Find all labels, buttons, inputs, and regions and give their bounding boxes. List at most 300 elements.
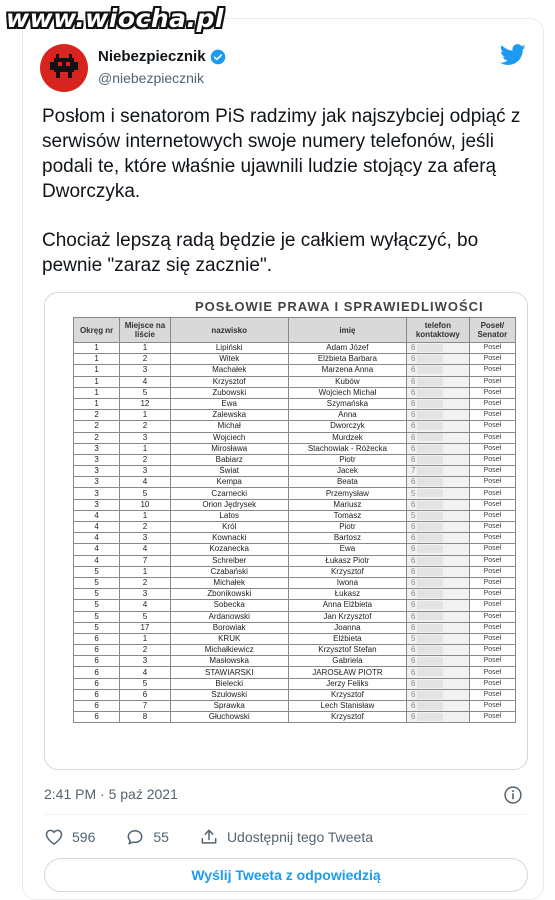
phone-prefix: 6 [411, 701, 416, 711]
cell-surname: Ewa [170, 398, 288, 409]
cell-surname: Kownacki [170, 533, 288, 544]
cell-role: Poseł [469, 544, 515, 555]
cell-surname: Zubowski [170, 387, 288, 398]
cell-surname: Michałkiewicz [170, 645, 288, 656]
cell-phone [407, 622, 470, 633]
verified-badge-icon [210, 49, 226, 65]
cell-phone [407, 633, 470, 644]
cell-role: Poseł [469, 678, 515, 689]
cell-list-position: 4 [120, 376, 170, 387]
cell-list-position: 1 [120, 633, 170, 644]
cell-first-name: Łukasz Piotr [288, 555, 406, 566]
table-row [74, 645, 516, 656]
cell-list-position: 3 [120, 589, 170, 600]
cell-first-name: Elżbieta Barbara [288, 354, 406, 365]
cell-surname: Machałek [170, 365, 288, 376]
phone-prefix: 6 [411, 432, 416, 442]
phone-prefix: 6 [411, 712, 416, 722]
cell-surname: Wojciech [170, 432, 288, 443]
cell-role: Poseł [469, 432, 515, 443]
redacted-number [417, 355, 443, 363]
redacted-number [417, 668, 443, 676]
cell-district: 6 [74, 701, 120, 712]
cell-district: 5 [74, 611, 120, 622]
cell-phone [407, 656, 470, 667]
cell-district: 4 [74, 544, 120, 555]
redacted-number [417, 366, 443, 374]
cell-role: Poseł [469, 510, 515, 521]
cell-phone [407, 365, 470, 376]
cell-surname: Sobecka [170, 600, 288, 611]
reply-action[interactable] [125, 827, 169, 847]
cell-role: Poseł [469, 454, 515, 465]
phone-prefix: 6 [411, 622, 416, 632]
redacted-number [417, 378, 443, 386]
cell-list-position: 2 [120, 421, 170, 432]
cell-first-name: Dworczyk [288, 421, 406, 432]
cell-role: Poseł [469, 443, 515, 454]
phone-prefix: 6 [411, 678, 416, 688]
redacted-number [417, 445, 443, 453]
cell-role: Poseł [469, 533, 515, 544]
cell-role: Poseł [469, 589, 515, 600]
author-handle[interactable]: @niebezpiecznik [98, 70, 205, 86]
redacted-number [417, 523, 443, 531]
redacted-number [417, 411, 443, 419]
tweet-paragraph-2: Chociaż lepszą radą będzie je całkiem wyłączyć, bo pewnie "zaraz się zacznie". [42, 230, 479, 276]
cell-surname: Michał [170, 421, 288, 432]
cell-surname: Bielecki [170, 678, 288, 689]
phone-prefix: 6 [411, 343, 416, 353]
phone-prefix: 6 [411, 410, 416, 420]
site-watermark: www.wiocha.pl [6, 4, 224, 33]
cell-district: 3 [74, 454, 120, 465]
cell-role: Poseł [469, 712, 515, 723]
cell-surname: Schreiber [170, 555, 288, 566]
cell-surname: Król [170, 522, 288, 533]
cell-list-position: 5 [120, 611, 170, 622]
cell-surname: KRUK [170, 633, 288, 644]
cell-role: Poseł [469, 667, 515, 678]
cell-phone [407, 398, 470, 409]
tweet-media-image[interactable] [44, 292, 528, 770]
table-row [74, 488, 516, 499]
table-row [74, 421, 516, 432]
cell-first-name: Ewa [288, 544, 406, 555]
like-button[interactable] [44, 827, 95, 847]
cell-list-position: 2 [120, 577, 170, 588]
header-phone: telefon kontaktowy [407, 318, 470, 343]
phone-prefix: 6 [411, 399, 416, 409]
cell-district: 3 [74, 466, 120, 477]
cell-surname: Zbonikowski [170, 589, 288, 600]
cell-surname: Michałek [170, 577, 288, 588]
table-row [74, 712, 516, 723]
cell-first-name: Łukasz [288, 589, 406, 600]
cell-district: 3 [74, 488, 120, 499]
cell-surname: Czarnecki [170, 488, 288, 499]
redacted-number [417, 456, 443, 464]
speech-bubble-icon [125, 827, 145, 847]
cell-role: Poseł [469, 611, 515, 622]
cell-surname: Głuchowski [170, 712, 288, 723]
cell-role: Poseł [469, 577, 515, 588]
redacted-number [417, 612, 443, 620]
cell-list-position: 3 [120, 656, 170, 667]
phone-prefix: 6 [411, 387, 416, 397]
cell-district: 2 [74, 410, 120, 421]
redacted-number [417, 601, 443, 609]
cell-first-name: Stachowiak - Różecka [288, 443, 406, 454]
phone-prefix: 6 [411, 645, 416, 655]
cell-first-name: Iwona [288, 577, 406, 588]
redacted-number [417, 489, 443, 497]
cell-phone [407, 443, 470, 454]
table-row [74, 432, 516, 443]
redacted-number [417, 344, 443, 352]
tweet-actions [44, 826, 403, 848]
table-row [74, 454, 516, 465]
phone-prefix: 6 [411, 611, 416, 621]
table-row [74, 544, 516, 555]
cell-surname: Świat [170, 466, 288, 477]
phone-prefix: 6 [411, 477, 416, 487]
redacted-number [417, 657, 443, 665]
cell-phone [407, 376, 470, 387]
cell-phone [407, 387, 470, 398]
cell-surname: Babiarz [170, 454, 288, 465]
cell-first-name: Kubów [288, 376, 406, 387]
cell-list-position: 8 [120, 712, 170, 723]
redacted-number [417, 702, 443, 710]
header-role: Poseł/ Senator [469, 318, 515, 343]
cell-first-name: Piotr [288, 454, 406, 465]
cell-first-name: Elżbieta [288, 633, 406, 644]
cell-list-position: 1 [120, 566, 170, 577]
cell-first-name: Szymańska [288, 398, 406, 409]
cell-district: 4 [74, 522, 120, 533]
cell-list-position: 4 [120, 477, 170, 488]
cell-district: 5 [74, 589, 120, 600]
table-row [74, 555, 516, 566]
cell-role: Poseł [469, 365, 515, 376]
cell-list-position: 3 [120, 466, 170, 477]
cell-phone [407, 354, 470, 365]
cell-list-position: 6 [120, 689, 170, 700]
cell-phone [407, 689, 470, 700]
phone-prefix: 6 [411, 667, 416, 677]
cell-district: 3 [74, 477, 120, 488]
phone-prefix: 6 [411, 365, 416, 375]
cell-role: Poseł [469, 466, 515, 477]
cell-phone [407, 600, 470, 611]
cell-phone [407, 510, 470, 521]
cell-list-position: 12 [120, 398, 170, 409]
cell-district: 1 [74, 398, 120, 409]
phone-prefix: 6 [411, 376, 416, 386]
table-row [74, 477, 516, 488]
cell-phone [407, 577, 470, 588]
cell-phone [407, 499, 470, 510]
cell-first-name: JAROSŁAW PIOTR [288, 667, 406, 678]
cell-district: 6 [74, 633, 120, 644]
cell-first-name: Anna Elżbieta [288, 600, 406, 611]
phone-prefix: 6 [411, 656, 416, 666]
phone-prefix: 6 [411, 589, 416, 599]
table-body [74, 343, 516, 723]
redacted-number [417, 534, 443, 542]
phone-prefix: 6 [411, 566, 416, 576]
cell-phone [407, 712, 470, 723]
cell-role: Poseł [469, 499, 515, 510]
cell-first-name: Jacek [288, 466, 406, 477]
cell-first-name: Krzysztof Stefan [288, 645, 406, 656]
avatar[interactable] [40, 44, 88, 92]
cell-first-name: Krzysztof [288, 566, 406, 577]
table-row [74, 589, 516, 600]
cell-role: Poseł [469, 410, 515, 421]
cell-first-name: Tomasz [288, 510, 406, 521]
cell-first-name: Piotr [288, 522, 406, 533]
cell-surname: Czabański [170, 566, 288, 577]
cell-surname: Orion Jędrysek [170, 499, 288, 510]
cell-district: 2 [74, 432, 120, 443]
members-table [73, 317, 516, 723]
cell-first-name: Gabriela [288, 656, 406, 667]
phone-prefix: 6 [411, 544, 416, 554]
cell-list-position: 3 [120, 533, 170, 544]
cell-list-position: 5 [120, 488, 170, 499]
table-row [74, 398, 516, 409]
cell-list-position: 2 [120, 522, 170, 533]
table-row [74, 522, 516, 533]
table-row [74, 701, 516, 712]
cell-district: 4 [74, 555, 120, 566]
cell-role: Poseł [469, 421, 515, 432]
cell-first-name: Adam Józef [288, 343, 406, 354]
cell-first-name: Lech Stanisław [288, 701, 406, 712]
cell-district: 6 [74, 667, 120, 678]
cell-role: Poseł [469, 477, 515, 488]
cell-district: 1 [74, 376, 120, 387]
cell-first-name: Jerzy Feliks [288, 678, 406, 689]
cell-surname: Mirosława [170, 443, 288, 454]
cell-list-position: 1 [120, 510, 170, 521]
cell-surname: Witek [170, 354, 288, 365]
cell-first-name: Wojciech Michał [288, 387, 406, 398]
like-count: 596 [72, 829, 96, 845]
redacted-number [417, 691, 443, 699]
table-row [74, 533, 516, 544]
cell-first-name: Krzysztof [288, 689, 406, 700]
cell-surname: Krzysztof [170, 376, 288, 387]
cell-list-position: 10 [120, 499, 170, 510]
cell-phone [407, 410, 470, 421]
share-icon [199, 827, 219, 847]
cell-district: 1 [74, 387, 120, 398]
cell-role: Poseł [469, 656, 515, 667]
table-row [74, 376, 516, 387]
tweet-timestamp[interactable]: 2:41 PM · 5 paź 2021 [44, 786, 178, 802]
table-row [74, 678, 516, 689]
cell-district: 4 [74, 533, 120, 544]
phone-prefix: 5 [411, 633, 416, 643]
cell-phone [407, 454, 470, 465]
cell-list-position: 3 [120, 432, 170, 443]
cell-district: 3 [74, 499, 120, 510]
cell-phone [407, 343, 470, 354]
redacted-number [417, 512, 443, 520]
phone-prefix: 7 [411, 466, 416, 476]
author-name[interactable]: Niebezpiecznik [98, 48, 206, 65]
redacted-number [417, 590, 443, 598]
cell-phone [407, 667, 470, 678]
table-row [74, 443, 516, 454]
redacted-number [417, 501, 443, 509]
cell-surname: Szulowski [170, 689, 288, 700]
cell-district: 6 [74, 712, 120, 723]
cell-phone [407, 477, 470, 488]
cell-district: 6 [74, 689, 120, 700]
cell-first-name: Krzysztof [288, 712, 406, 723]
reply-tweet-button[interactable]: Wyślij Tweeta z odpowiedzią [44, 858, 528, 892]
cell-list-position: 5 [120, 678, 170, 689]
redacted-number [417, 680, 443, 688]
table-row [74, 466, 516, 477]
phone-prefix: 5 [411, 488, 416, 498]
phone-prefix: 6 [411, 499, 416, 509]
phone-prefix: 6 [411, 689, 416, 699]
cell-role: Poseł [469, 354, 515, 365]
redacted-number [417, 635, 443, 643]
cell-list-position: 1 [120, 343, 170, 354]
header-district: Okręg nr [74, 318, 120, 343]
cell-list-position: 7 [120, 555, 170, 566]
header-first-name: imię [288, 318, 406, 343]
table-row [74, 566, 516, 577]
table-row [74, 365, 516, 376]
cell-role: Poseł [469, 645, 515, 656]
cell-first-name: Mariusz [288, 499, 406, 510]
table-row [74, 656, 516, 667]
redacted-number [417, 557, 443, 565]
cell-district: 6 [74, 656, 120, 667]
cell-role: Poseł [469, 600, 515, 611]
cell-first-name: Bartosz [288, 533, 406, 544]
cell-phone [407, 432, 470, 443]
cell-district: 3 [74, 443, 120, 454]
cell-surname: Kempa [170, 477, 288, 488]
table-header-row [74, 318, 516, 343]
table-row [74, 633, 516, 644]
table-row [74, 343, 516, 354]
cell-role: Poseł [469, 633, 515, 644]
cell-role: Poseł [469, 689, 515, 700]
table-row [74, 354, 516, 365]
cell-phone [407, 522, 470, 533]
redacted-number [417, 568, 443, 576]
redacted-number [417, 389, 443, 397]
divider [44, 814, 526, 815]
cell-role: Poseł [469, 387, 515, 398]
author-name-row[interactable] [98, 48, 226, 65]
cell-district: 1 [74, 343, 120, 354]
cell-first-name: Beata [288, 477, 406, 488]
info-icon[interactable] [503, 785, 523, 805]
cell-role: Poseł [469, 522, 515, 533]
cell-district: 2 [74, 421, 120, 432]
cell-list-position: 2 [120, 454, 170, 465]
share-label: Udostępnij tego Tweeta [226, 829, 374, 845]
redacted-number [417, 624, 443, 632]
cell-district: 1 [74, 365, 120, 376]
cell-list-position: 3 [120, 365, 170, 376]
cell-phone [407, 421, 470, 432]
cell-role: Poseł [469, 566, 515, 577]
table-row [74, 510, 516, 521]
cell-role: Poseł [469, 488, 515, 499]
cell-surname: Kozanecka [170, 544, 288, 555]
tweet-text [42, 104, 522, 302]
phone-prefix: 6 [411, 555, 416, 565]
redacted-number [417, 400, 443, 408]
cell-surname: STAWIARSKI [170, 667, 288, 678]
cell-first-name: Jan Krzysztof [288, 611, 406, 622]
phone-prefix: 6 [411, 600, 416, 610]
table-row [74, 667, 516, 678]
table-row [74, 689, 516, 700]
phone-prefix: 6 [411, 522, 416, 532]
table-row [74, 611, 516, 622]
cell-list-position: 4 [120, 600, 170, 611]
cell-surname: Sprawka [170, 701, 288, 712]
cell-surname: Latos [170, 510, 288, 521]
redacted-number [417, 545, 443, 553]
redacted-number [417, 422, 443, 430]
cell-phone [407, 544, 470, 555]
cell-phone [407, 701, 470, 712]
table-row [74, 622, 516, 633]
table-row [74, 387, 516, 398]
phone-prefix: 6 [411, 533, 416, 543]
cell-role: Poseł [469, 398, 515, 409]
cell-surname: Borowiak [170, 622, 288, 633]
cell-phone [407, 533, 470, 544]
cell-list-position: 2 [120, 645, 170, 656]
heart-icon [44, 827, 64, 847]
cell-district: 5 [74, 622, 120, 633]
cell-phone [407, 566, 470, 577]
cell-first-name: Anna [288, 410, 406, 421]
share-button[interactable] [199, 827, 373, 847]
cell-district: 6 [74, 678, 120, 689]
cell-phone [407, 488, 470, 499]
cell-district: 1 [74, 354, 120, 365]
cell-list-position: 7 [120, 701, 170, 712]
phone-prefix: 6 [411, 421, 416, 431]
cell-list-position: 4 [120, 544, 170, 555]
cell-phone [407, 645, 470, 656]
phone-prefix: 6 [411, 578, 416, 588]
cell-role: Poseł [469, 376, 515, 387]
cell-list-position: 17 [120, 622, 170, 633]
bird-icon[interactable] [500, 44, 526, 66]
tweet-paragraph-1: Posłom i senatorom PiS radzimy jak najszybciej odpiąć z serwisów internetowych swoje numery telefonów, jeśli podali te, które właśnie ujawnili ludzie stojący za aferą Dworczyka. [42, 106, 521, 202]
redacted-number [417, 478, 443, 486]
cell-first-name: Marzena Anna [288, 365, 406, 376]
header-list-position: Miejsce na liście [120, 318, 170, 343]
cell-phone [407, 611, 470, 622]
